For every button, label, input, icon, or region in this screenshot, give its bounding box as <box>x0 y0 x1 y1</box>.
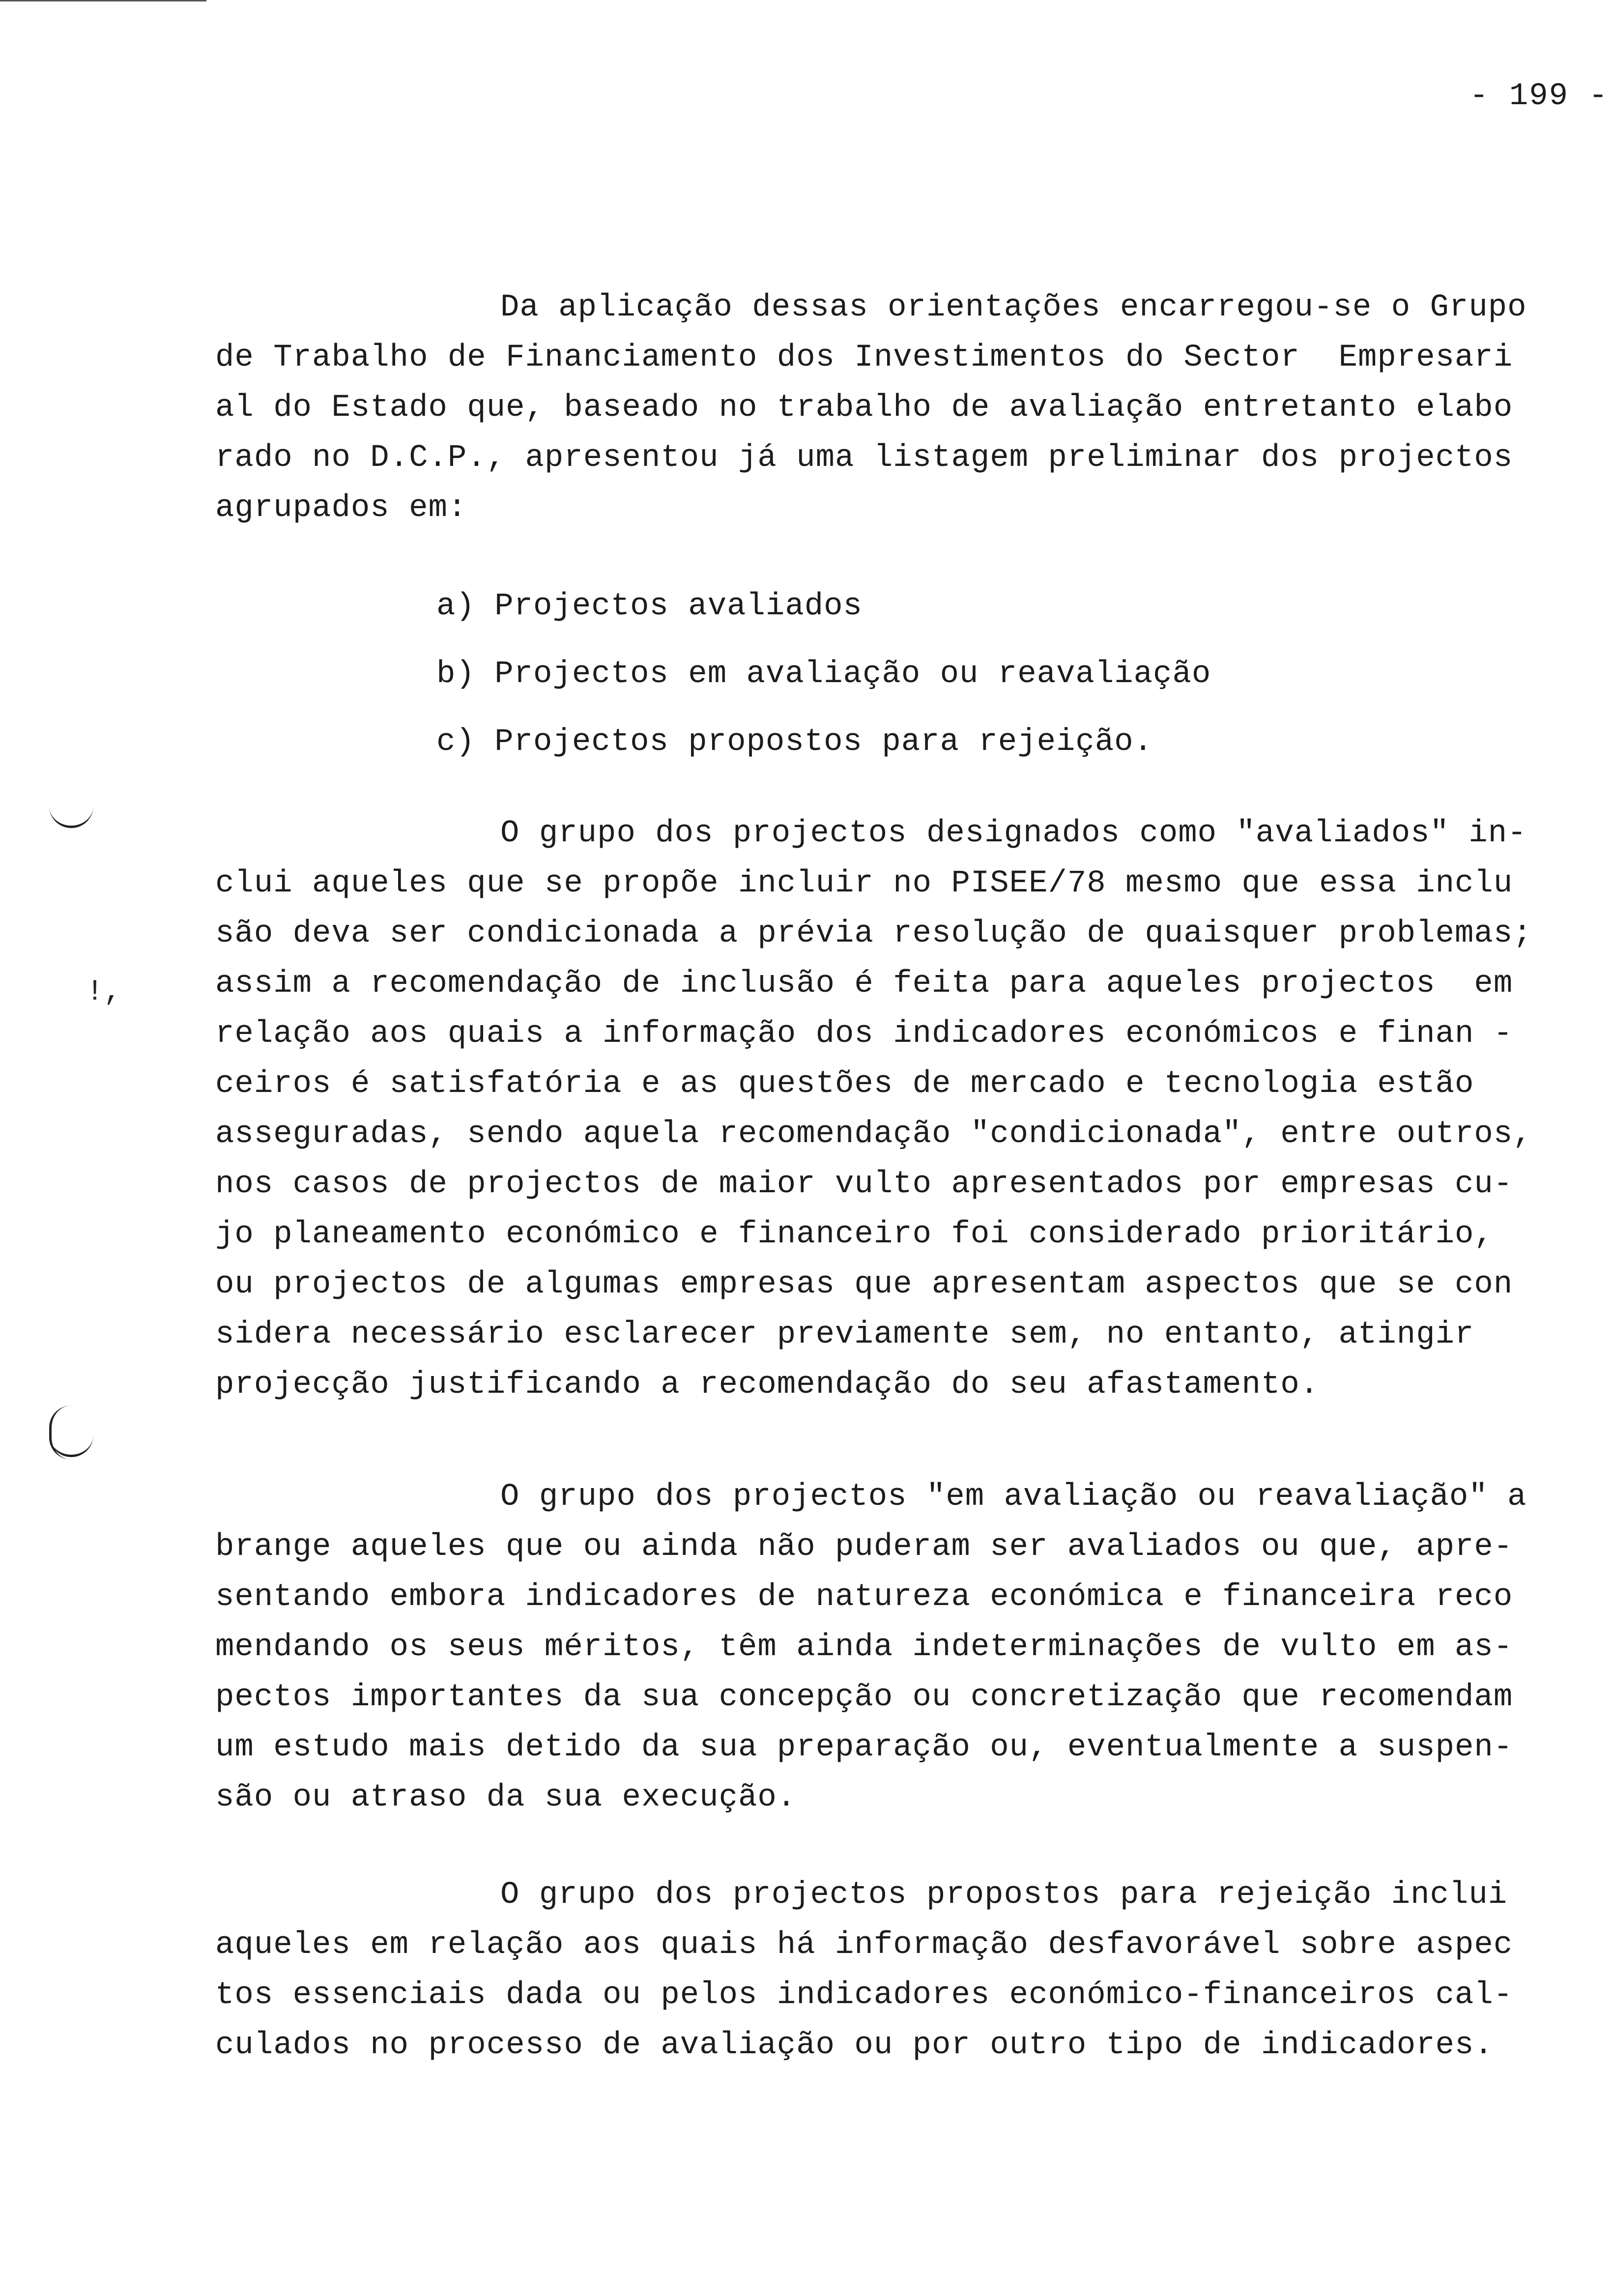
text-line: clui aqueles que se propõe incluir no PISEE/78 mesmo que essa inclu <box>215 866 1513 901</box>
list-item: a) Projectos avaliados <box>436 589 863 624</box>
text-line: O grupo dos projectos "em avaliação ou reavaliação" a <box>500 1479 1527 1515</box>
text-line: são deva ser condicionada a prévia resolução de quaisquer problemas; <box>215 916 1532 951</box>
paragraph-1 <box>215 283 1586 533</box>
text-line: pectos importantes da sua concepção ou concretização que recomendam <box>215 1680 1513 1715</box>
text-line: um estudo mais detido da sua preparação ou, eventualmente a suspen- <box>215 1730 1513 1765</box>
text-line: projecção justificando a recomendação do seu afastamento. <box>215 1367 1320 1403</box>
text-line: relação aos quais a informação dos indicadores económicos e finan - <box>215 1016 1513 1052</box>
text-line: tos essenciais dada ou pelos indicadores económico-financeiros cal- <box>215 1978 1513 2013</box>
top-rule <box>0 0 206 1</box>
page-number: - 199 - <box>1469 79 1609 114</box>
text-line: aqueles em relação aos quais há informação desfavorável sobre aspec <box>215 1927 1513 1963</box>
margin-exclamation-mark: !, <box>86 976 122 1009</box>
text-line: mendando os seus méritos, têm ainda indeterminações de vulto em as- <box>215 1630 1513 1665</box>
text-line: assim a recomendação de inclusão é feita para aqueles projectos em <box>215 966 1513 1002</box>
paragraph-3 <box>215 1472 1586 1823</box>
margin-bracket-mark <box>49 1435 93 1457</box>
text-line: sentando embora indicadores de natureza económica e financeira reco <box>215 1579 1513 1615</box>
text-line: ceiros é satisfatória e as questões de mercado e tecnologia estão <box>215 1066 1474 1102</box>
text-line: agrupados em: <box>215 490 467 526</box>
text-line: sidera necessário esclarecer previamente sem, no entanto, atingir <box>215 1317 1474 1352</box>
text-line: de Trabalho de Financiamento dos Investimentos do Sector Empresari <box>215 340 1513 375</box>
text-line: Da aplicação dessas orientações encarregou-se o Grupo <box>500 290 1527 325</box>
text-line: nos casos de projectos de maior vulto apresentados por empresas cu- <box>215 1167 1513 1202</box>
text-line: O grupo dos projectos propostos para rejeição inclui <box>500 1877 1508 1913</box>
list-item: b) Projectos em avaliação ou reavaliação <box>436 657 1211 692</box>
text-line: brange aqueles que ou ainda não puderam ser avaliados ou que, apre- <box>215 1529 1513 1565</box>
margin-bracket-mark <box>49 806 93 828</box>
project-group-list <box>436 573 1211 776</box>
list-item: c) Projectos propostos para rejeição. <box>436 724 1153 760</box>
text-line: jo planeamento económico e financeiro foi considerado prioritário, <box>215 1217 1494 1252</box>
text-line: O grupo dos projectos designados como "avaliados" in- <box>500 816 1527 851</box>
text-line: são ou atraso da sua execução. <box>215 1780 797 1815</box>
text-line: rado no D.C.P., apresentou já uma listagem preliminar dos projectos <box>215 440 1513 476</box>
paragraph-2 <box>215 808 1586 1410</box>
paragraph-4 <box>215 1870 1586 2070</box>
text-line: asseguradas, sendo aquela recomendação "condicionada", entre outros, <box>215 1117 1532 1152</box>
text-line: culados no processo de avaliação ou por outro tipo de indicadores. <box>215 2028 1494 2063</box>
text-line: ou projectos de algumas empresas que apresentam aspectos que se con <box>215 1267 1513 1302</box>
text-line: al do Estado que, baseado no trabalho de avaliação entretanto elabo <box>215 390 1513 426</box>
